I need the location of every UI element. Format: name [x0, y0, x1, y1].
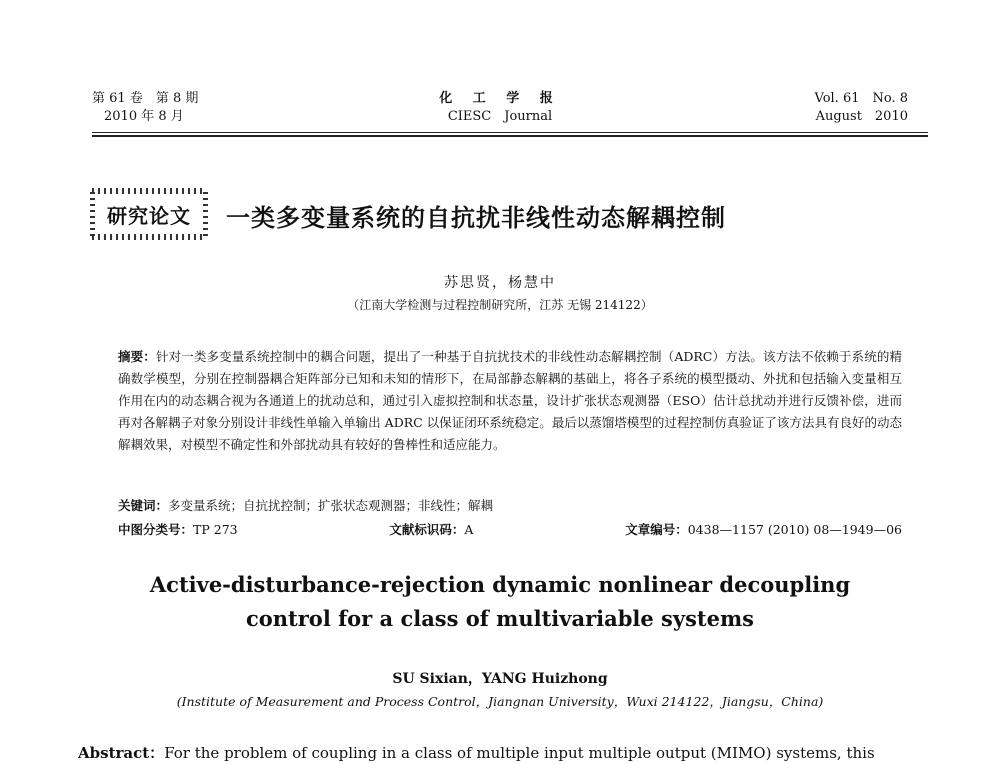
keywords-cn [118, 496, 493, 514]
header-rule-thick [92, 135, 928, 137]
authors-en: SU Sixian，YANG Huizhong [392, 671, 608, 687]
issue-date-en: August 2010 [815, 109, 908, 124]
issue-date-cn: 2010 年 8 月 [104, 109, 184, 124]
article-number-value: 0438—1157 (2010) 08—1949—06 [687, 522, 902, 537]
paper-title-cn: 一类多变量系统的自抗扰非线性动态解耦控制 [226, 204, 726, 232]
abstract-en-label: Abstract： [78, 744, 165, 762]
abstract-en [78, 742, 934, 764]
journal-volume-header-en [815, 90, 909, 126]
affiliation-en: (Institute of Measurement and Process Control，Jiangnan University，Wuxi 214122，Jiangsu，China) [176, 694, 824, 709]
journal-name-en: CIESC Journal [447, 109, 553, 124]
volume-issue: 第 61 卷 第 8 期 [92, 91, 199, 106]
keywords-cn-text: 多变量系统；自抗扰控制；扩张状态观测器；非线性；解耦 [168, 498, 494, 513]
paper-title-en [0, 568, 1000, 636]
header-rule-thin [92, 132, 928, 133]
clc-label: 中图分类号： [118, 522, 194, 537]
document-code-value: A [464, 522, 474, 537]
article-number-label: 文章编号： [625, 522, 688, 537]
keywords-cn-label: 关键词： [118, 498, 169, 513]
article-number [625, 520, 902, 538]
document-code-label: 文献标识码： [389, 522, 465, 537]
badge-border-bottom [92, 234, 206, 240]
badge-border-left [90, 192, 95, 236]
paper-title-en-line2: control for a class of multivariable systems [245, 606, 755, 631]
journal-name-cn: 化 工 学 报 [439, 91, 561, 106]
volume-number-en: Vol. 61 No. 8 [814, 91, 908, 106]
authors-cn: 苏思贤，杨慧中 [444, 275, 556, 291]
affiliation-cn: （江南大学检测与过程控制研究所，江苏 无锡 214122） [347, 298, 653, 312]
abstract-cn [118, 346, 902, 456]
badge-border-right [203, 192, 208, 236]
abstract-cn-label: 摘要： [118, 349, 156, 364]
badge-border-top [92, 188, 206, 194]
clc-number [118, 520, 238, 538]
article-type-label: 研究论文 [107, 203, 191, 228]
clc-value: TP 273 [193, 522, 238, 537]
document-code [389, 520, 473, 538]
paper-title-en-line1: Active-disturbance-rejection dynamic nonlinear decoupling [149, 572, 851, 597]
abstract-cn-text: 针对一类多变量系统控制中的耦合问题，提出了一种基于自抗扰技术的非线性动态解耦控制（ADRC）方法。该方法不依赖于系统的精确数学模型，分别在控制器耦合矩阵部分已知和未知的情形下，在局部静态解耦的基础上，将各子系统的模型摄动、外扰和包括输入变量相互作用在内的动态耦合视为各通道上的扰动总和，通过引入虚拟控制和状态量，设计扩张状态观测器（ESO）估计总扰动并进行反馈补偿，进而再对各解耦子对象分别设计非线性单输入单输出 ADRC 以保证闭环系统稳定。最后以蒸馏塔模型的过程控制仿真验证了该方法具有良好的动态解耦效果，对模型不确定性和外部扰动具有较好的鲁棒性和适应能力。 [118, 349, 902, 452]
classification-row [118, 520, 902, 538]
abstract-en-text: For the problem of coupling in a class of multiple input multiple output (MIMO) systems, this [164, 744, 875, 762]
article-type-badge [90, 188, 208, 240]
